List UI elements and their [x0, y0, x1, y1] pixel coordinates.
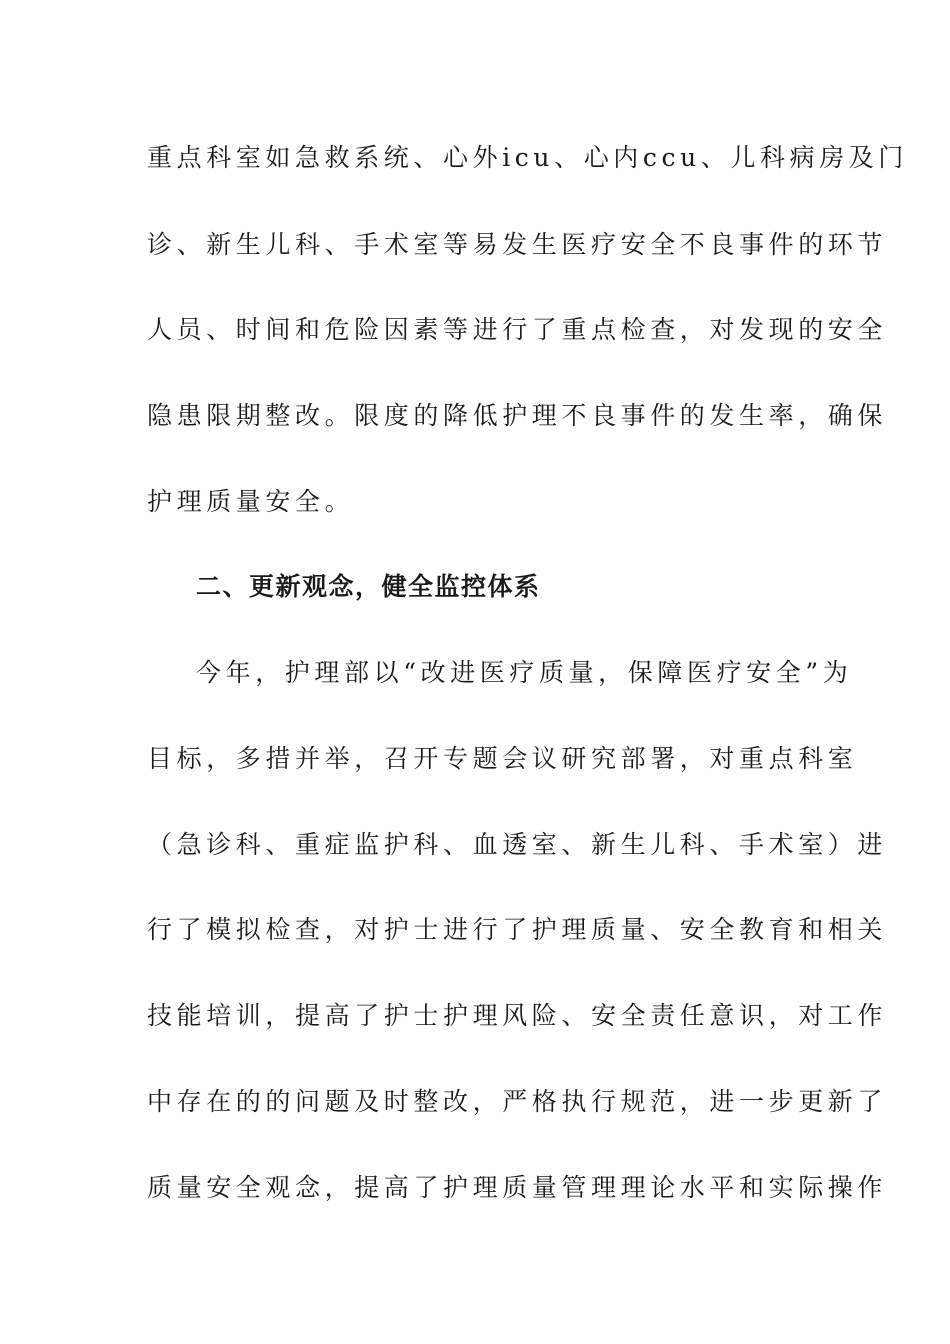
paragraph-2-line-5: 技能培训，提高了护士护理风险、安全责任意识，对工作 — [147, 1001, 888, 1030]
paragraph-1-line-2: 诊、新生儿科、手术室等易发生医疗安全不良事件的环节 — [147, 230, 888, 259]
paragraph-2-line-1: 今年，护理部以“改进医疗质量，保障医疗安全”为 — [196, 658, 853, 687]
paragraph-2-line-6: 中存在的的问题及时整改，严格执行规范，进一步更新了 — [147, 1087, 888, 1116]
section-heading: 二、更新观念，健全监控体系 — [196, 572, 541, 601]
paragraph-1-line-3: 人员、时间和危险因素等进行了重点检查，对发现的安全 — [147, 315, 888, 344]
paragraph-2-line-4: 行了模拟检查，对护士进行了护理质量、安全教育和相关 — [147, 915, 888, 944]
paragraph-1-line-1: 重点科室如急救系统、心外icu、心内ccu、儿科病房及门 — [147, 143, 909, 172]
paragraph-1-line-4: 隐患限期整改。限度的降低护理不良事件的发生率，确保 — [147, 401, 888, 430]
paragraph-2-line-3: （急诊科、重症监护科、血透室、新生儿科、手术室）进 — [147, 830, 888, 859]
paragraph-1-line-5: 护理质量安全。 — [147, 487, 355, 516]
paragraph-2-line-2: 目标，多措并举，召开专题会议研究部署，对重点科室 — [147, 744, 858, 773]
paragraph-2-line-7: 质量安全观念，提高了护理质量管理理论水平和实际操作 — [147, 1173, 888, 1202]
